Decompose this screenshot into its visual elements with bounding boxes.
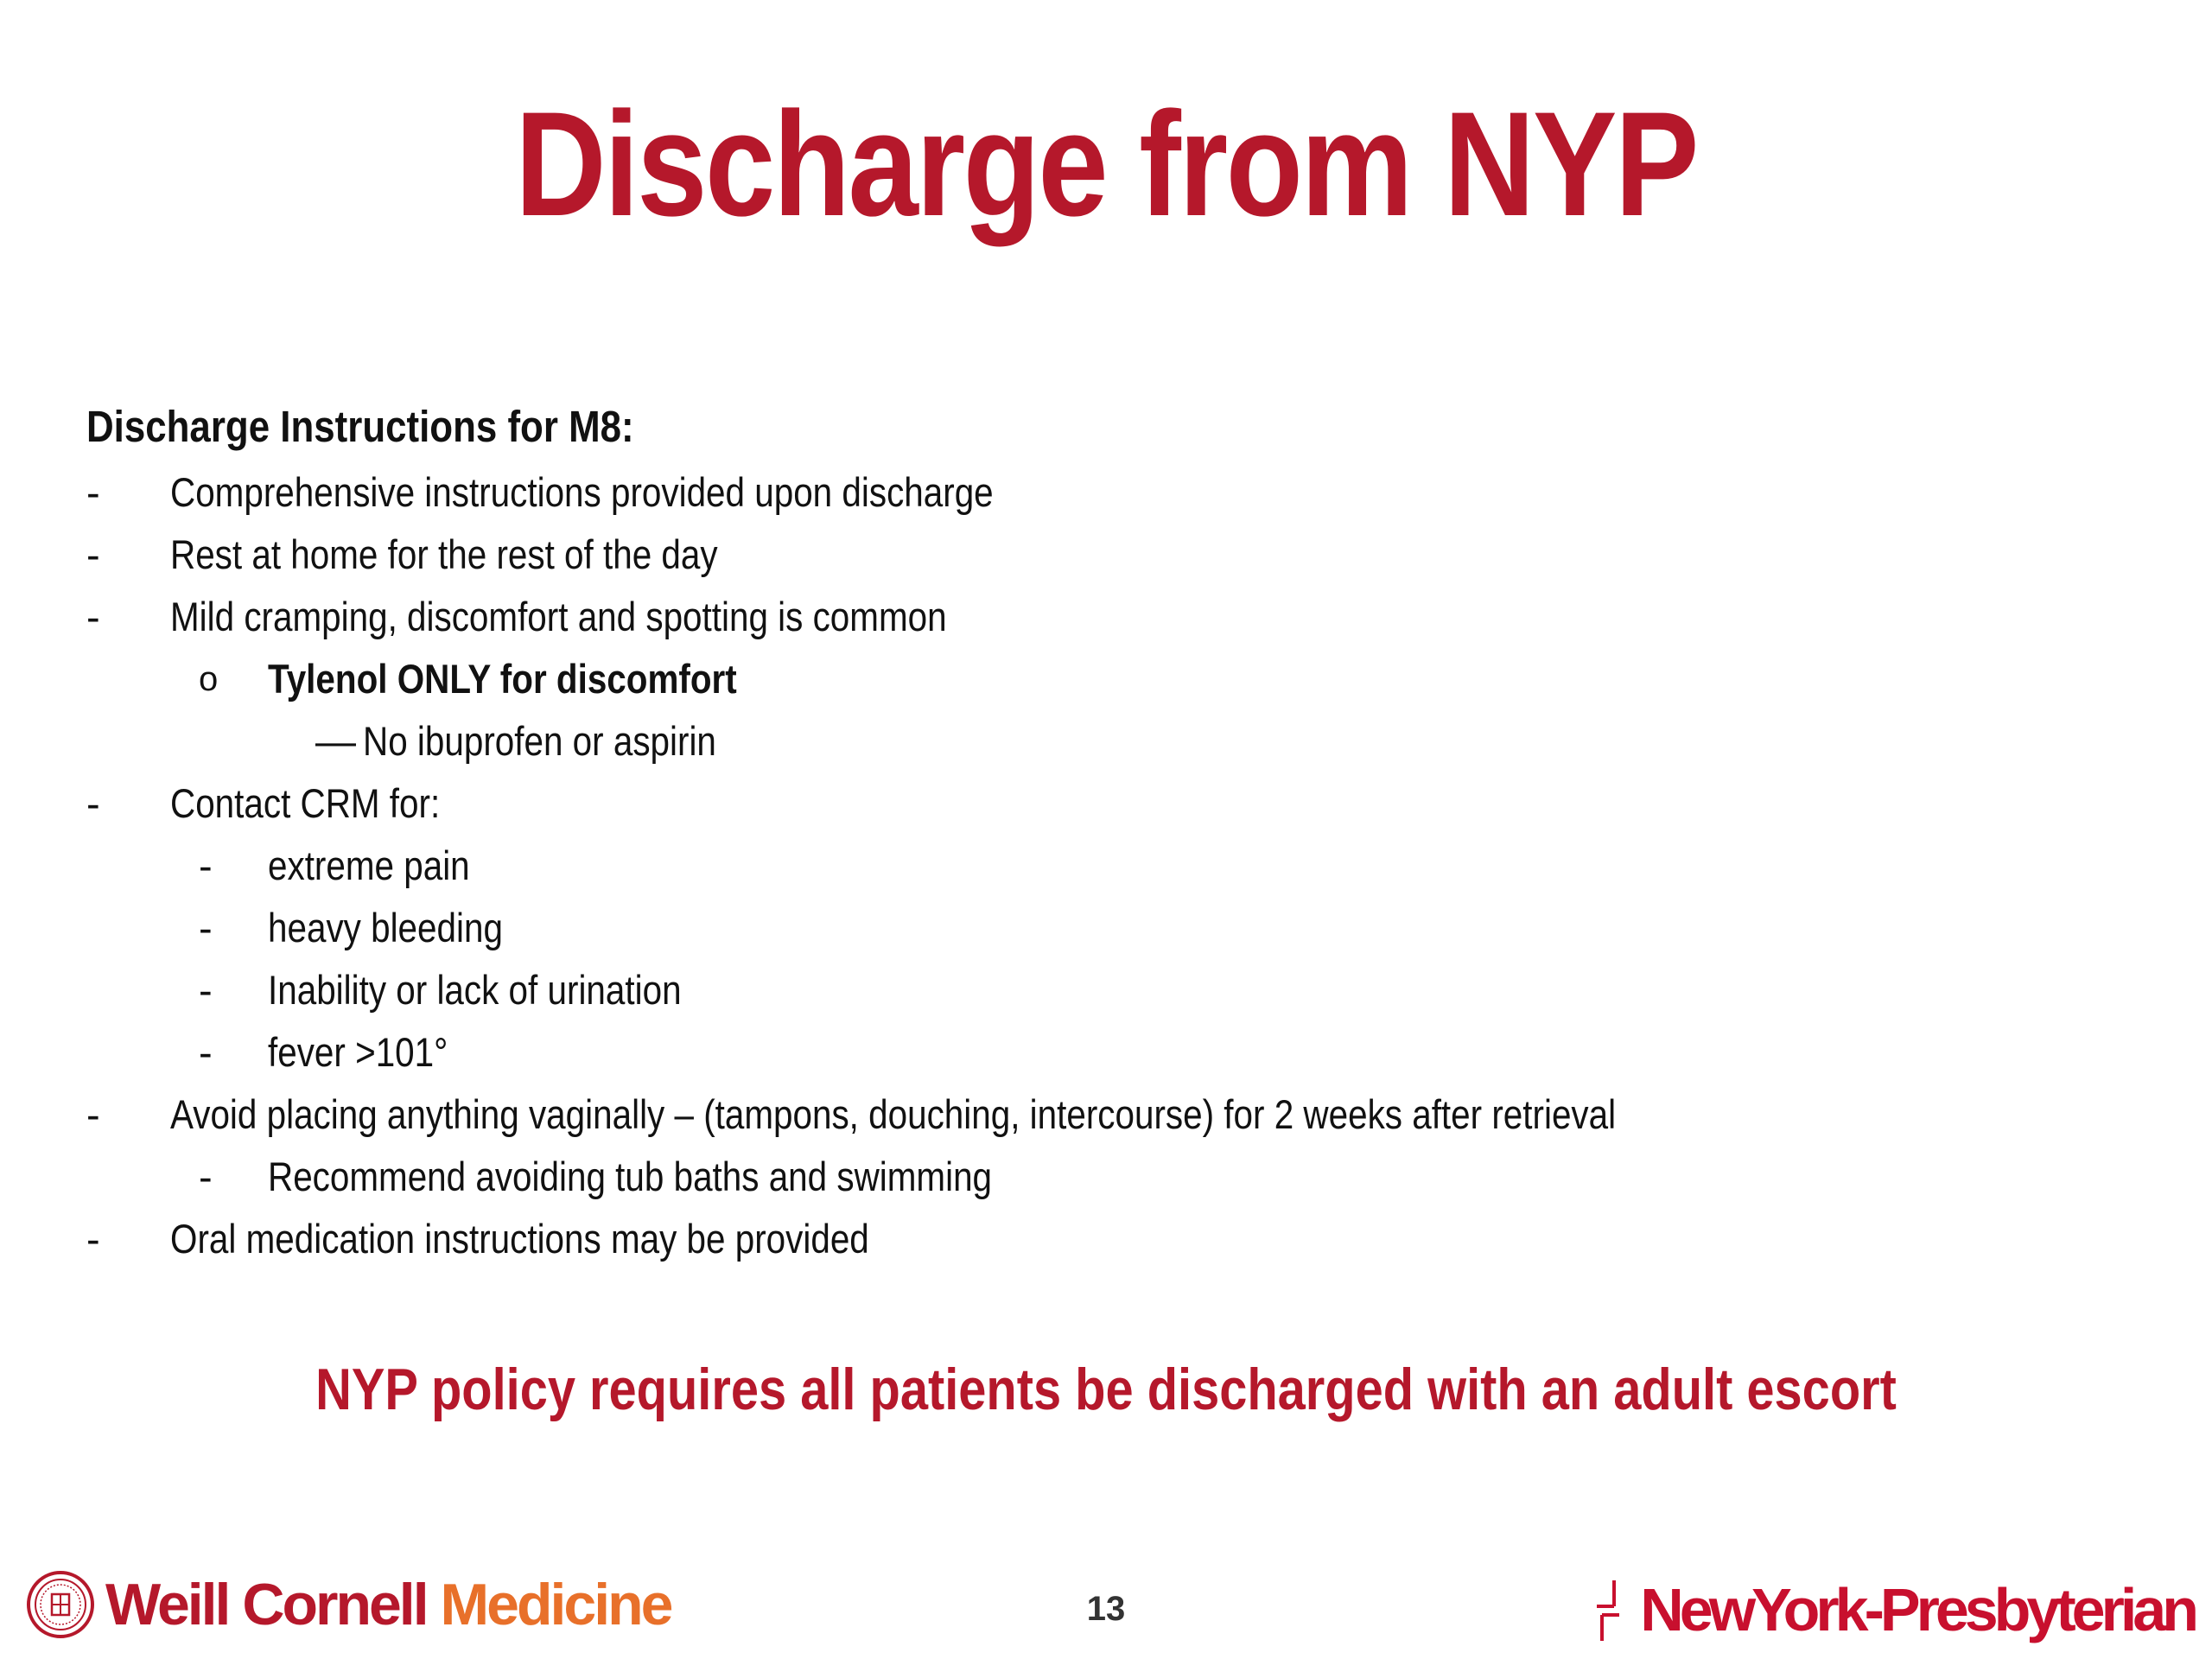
list-item [86, 835, 2126, 897]
policy-notice: NYP policy requires all patients be discharged with an adult escort [315, 1357, 1897, 1422]
dash-bullet: - [86, 469, 100, 515]
list-item [86, 1208, 2126, 1270]
dash-bullet: - [86, 1216, 100, 1262]
list-item-text: Inability or lack of urination [268, 967, 682, 1013]
list-item [86, 524, 2126, 586]
list-item-text: No ibuprofen or aspirin [363, 718, 716, 764]
dash-bullet: - [199, 905, 213, 950]
weill-cornell-logo [26, 1566, 671, 1643]
newyork-presbyterian-wordmark: NewYork-Presbyterian [1640, 1576, 2195, 1643]
list-item-text: Recommend avoiding tub baths and swimming [268, 1154, 993, 1199]
list-item [86, 710, 2126, 772]
dash-bullet: - [86, 780, 100, 826]
medicine-text: Medicine [440, 1572, 671, 1637]
list-item-text: Tylenol ONLY for discomfort [268, 656, 737, 702]
list-item-text: Comprehensive instructions provided upon discharge [170, 469, 994, 515]
list-item [86, 772, 2126, 835]
nyp-bracket-icon [1593, 1575, 1628, 1644]
list-item [86, 1021, 2126, 1084]
dash-bullet: - [199, 842, 213, 888]
list-item-text: Avoid placing anything vaginally – (tampons, douching, intercourse) for 2 weeks after retrieval [170, 1091, 1617, 1137]
list-item-text: Contact CRM for: [170, 780, 441, 826]
weill-cornell-text: Weill Cornell [105, 1572, 427, 1637]
dash-bullet: - [199, 1029, 213, 1075]
list-item-text: Oral medication instructions may be provided [170, 1216, 869, 1262]
list-item-text: Rest at home for the rest of the day [170, 531, 718, 577]
dash-bullet: - [199, 1154, 213, 1199]
dash-bullet: - [86, 1091, 100, 1137]
dash-bullet: - [199, 967, 213, 1013]
list-item [86, 897, 2126, 959]
list-item-text: fever >101° [268, 1029, 448, 1075]
dash-bullet: - [86, 594, 100, 639]
list-item [86, 1146, 2126, 1208]
page-number: 13 [1086, 1590, 1126, 1628]
slide-title: Discharge from NYP [515, 81, 1697, 247]
list-item-text: extreme pain [268, 842, 470, 888]
newyork-presbyterian-logo [1593, 1571, 2195, 1649]
list-item [86, 959, 2126, 1021]
list-item-text: Mild cramping, discomfort and spotting is common [170, 594, 947, 639]
circle-bullet: o [199, 660, 219, 698]
list-item [86, 1084, 2126, 1146]
list-item [86, 586, 2126, 648]
list-item [86, 648, 2126, 710]
instructions-content [86, 399, 2126, 1270]
list-item-text: heavy bleeding [268, 905, 503, 950]
dash-bullet: - [86, 531, 100, 577]
weill-cornell-wordmark [105, 1571, 671, 1638]
list-item [86, 461, 2126, 524]
em-dash-bullet: — [315, 718, 356, 764]
university-seal-icon [26, 1570, 95, 1639]
section-heading: Discharge Instructions for M8: [86, 402, 634, 451]
